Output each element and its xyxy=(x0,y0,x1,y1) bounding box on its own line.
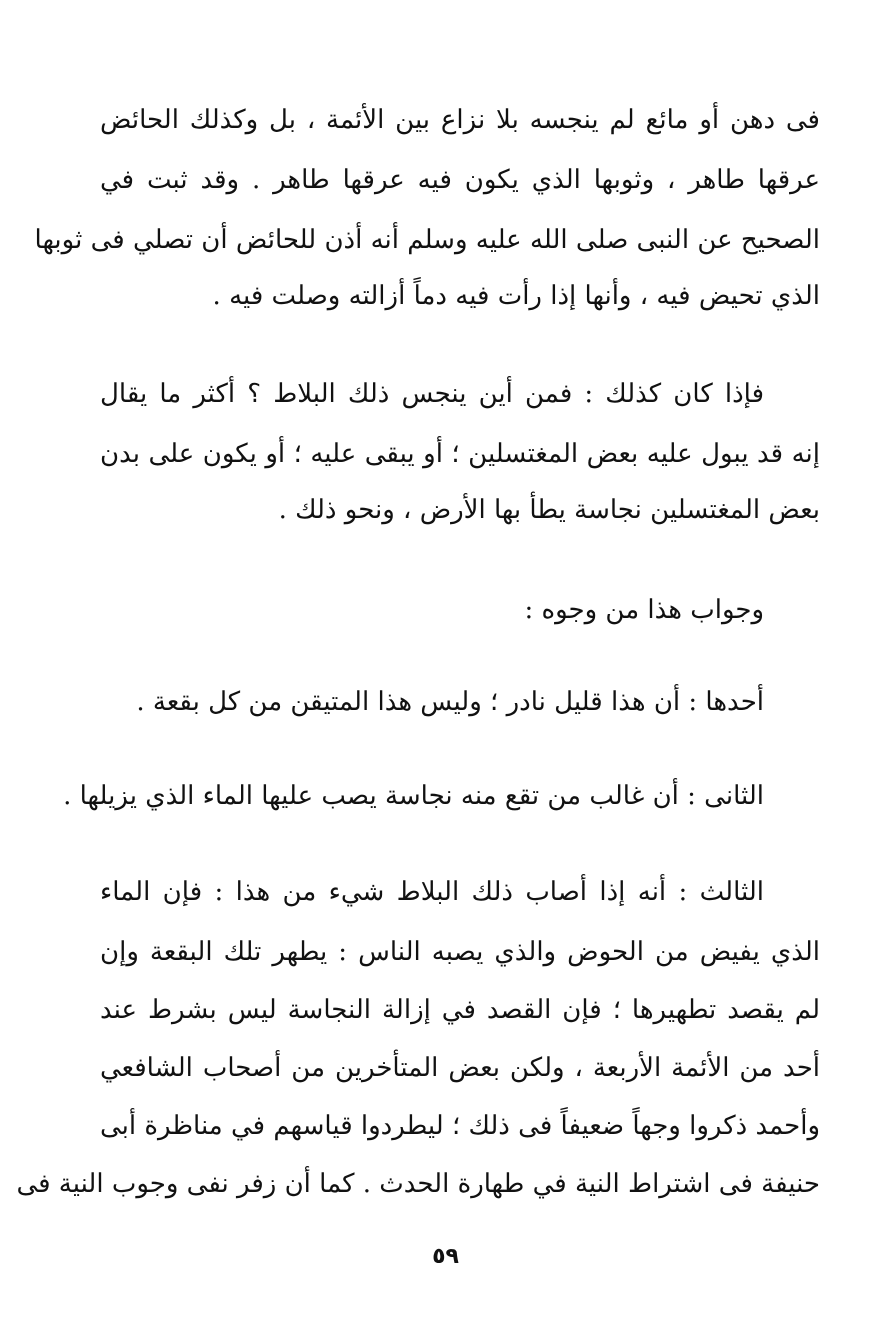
paragraph-3-line-1: وجواب هذا من وجوه : xyxy=(524,595,764,625)
paragraph-6-line-5: وأحمد ذكروا وجهاً ضعيفاً فى ذلك ؛ ليطردوا قياسهم في مناظرة أبى xyxy=(99,1111,820,1141)
paragraph-6-line-3: لم يقصد تطهيرها ؛ فإن القصد في إزالة النجاسة ليس بشرط عند xyxy=(100,995,820,1025)
paragraph-2-line-3: بعض المغتسلين نجاسة يطأ بها الأرض ، ونحو ذلك . xyxy=(278,495,820,525)
paragraph-6-line-6: حنيفة فى اشتراط النية في طهارة الحدث . كما أن زفر نفى وجوب النية فى xyxy=(16,1169,820,1199)
paragraph-5-line-1: الثانى : أن غالب من تقع منه نجاسة يصب عليها الماء الذي يزيلها . xyxy=(63,781,764,811)
paragraph-6-line-4: أحد من الأئمة الأربعة ، ولكن بعض المتأخرين من أصحاب الشافعي xyxy=(100,1053,820,1083)
paragraph-6-line-1: الثالث : أنه إذا أصاب ذلك البلاط شيء من هذا : فإن الماء xyxy=(100,877,764,907)
paragraph-1-line-1: فى دهن أو مائع لم ينجسه بلا نزاع بين الأئمة ، بل وكذلك الحائض xyxy=(100,105,820,135)
paragraph-2-line-1: فإذا كان كذلك : فمن أين ينجس ذلك البلاط ؟ أكثر ما يقال xyxy=(100,379,764,409)
page-number: ٥٩ xyxy=(432,1244,459,1269)
paragraph-6-line-2: الذي يفيض من الحوض والذي يصبه الناس : يطهر تلك البقعة وإن xyxy=(100,937,820,967)
paragraph-4-line-1: أحدها : أن هذا قليل نادر ؛ وليس هذا المتيقن من كل بقعة . xyxy=(136,687,764,717)
paragraph-1-line-2: عرقها طاهر ، وثوبها الذي يكون فيه عرقها طاهر . وقد ثبت في xyxy=(100,165,820,195)
paragraph-2-line-2: إنه قد يبول عليه بعض المغتسلين ؛ أو يبقى عليه ؛ أو يكون على بدن xyxy=(100,439,820,469)
paragraph-1-line-4: الذي تحيض فيه ، وأنها إذا رأت فيه دماً أزالته وصلت فيه . xyxy=(212,281,820,311)
paragraph-1-line-3: الصحيح عن النبى صلى الله عليه وسلم أنه أذن للحائض أن تصلي فى ثوبها xyxy=(34,225,820,255)
